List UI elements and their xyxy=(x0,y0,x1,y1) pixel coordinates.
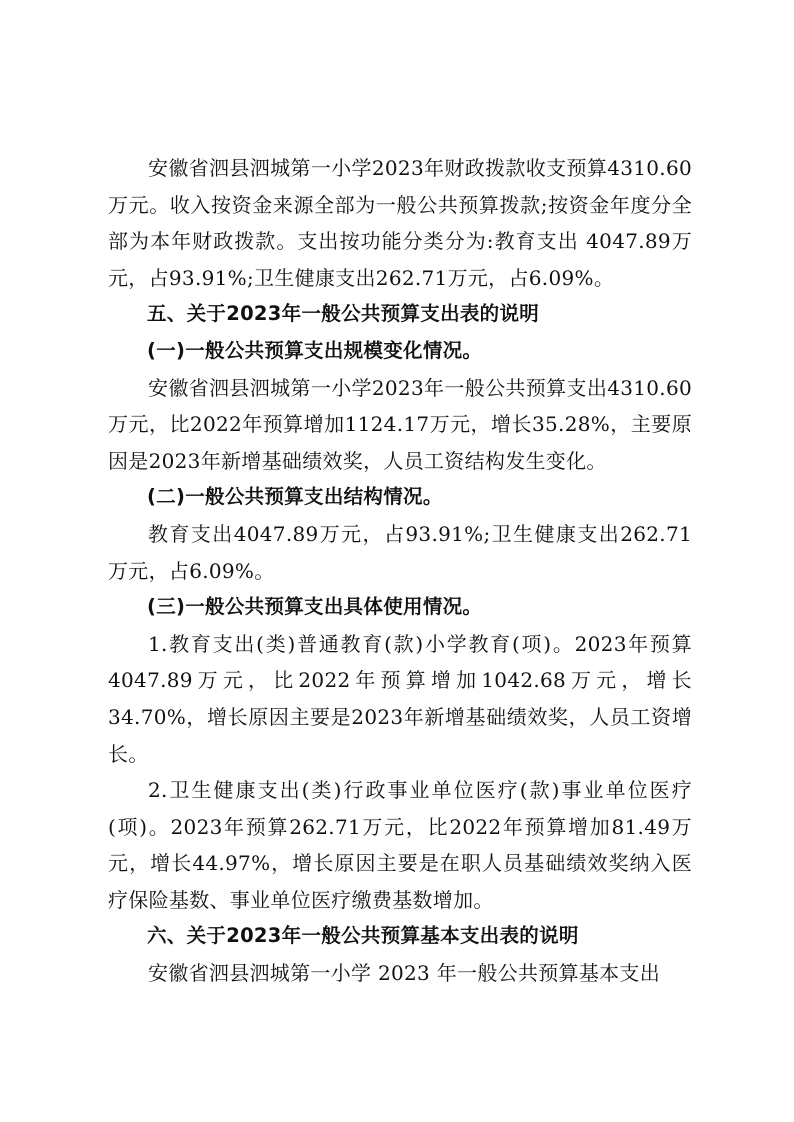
heading-subsection-scale-change: (一)一般公共预算支出规模变化情况。 xyxy=(147,338,483,362)
document-page xyxy=(108,150,692,992)
paragraph-education-expenditure: 1.教育支出(类)普通教育(款)小学教育(项)。2023年预算4047.89万元，比2022年预算增加1042.68万元，增长34.70%，增长原因主要是2023年新增基础绩效奖，人员工资增长。 xyxy=(108,631,692,766)
paragraph-scale-change: 安徽省泗县泗城第一小学2023年一般公共预算支出4310.60万元，比2022年预算增加1124.17万元，增长35.28%，主要原因是2023年新增基础绩效奖，人员工资结构发生变化。 xyxy=(108,375,692,473)
paragraph-health-expenditure: 2.卫生健康支出(类)行政事业单位医疗(款)事业单位医疗(项)。2023年预算262.71万元，比2022年预算增加81.49万元，增长44.97%，增长原因主要是在职人员基础绩效奖纳入医疗保险基数、事业单位医疗缴费基数增加。 xyxy=(108,778,692,912)
heading-section-six: 六、关于2023年一般公共预算基本支出表的说明 xyxy=(147,924,579,948)
heading-subsection-usage: (三)一般公共预算支出具体使用情况。 xyxy=(147,595,483,619)
paragraph-structure: 教育支出4047.89万元，占93.91%;卫生健康支出262.71万元，占6.09%。 xyxy=(108,521,692,583)
paragraph-fiscal-budget-summary: 安徽省泗县泗城第一小学2023年财政拨款收支预算4310.60万元。收入按资金来源全部为一般公共预算拨款;按资金年度分全部为本年财政拨款。支出按功能分类分为:教育支出 4047.89万元，占93.91%;卫生健康支出262.71万元，占6.09%。 xyxy=(108,156,692,290)
heading-section-five: 五、关于2023年一般公共预算支出表的说明 xyxy=(147,302,540,326)
heading-subsection-structure: (二)一般公共预算支出结构情况。 xyxy=(147,485,443,509)
paragraph-basic-expenditure: 安徽省泗县泗城第一小学 2023 年一般公共预算基本支出 xyxy=(148,961,661,986)
